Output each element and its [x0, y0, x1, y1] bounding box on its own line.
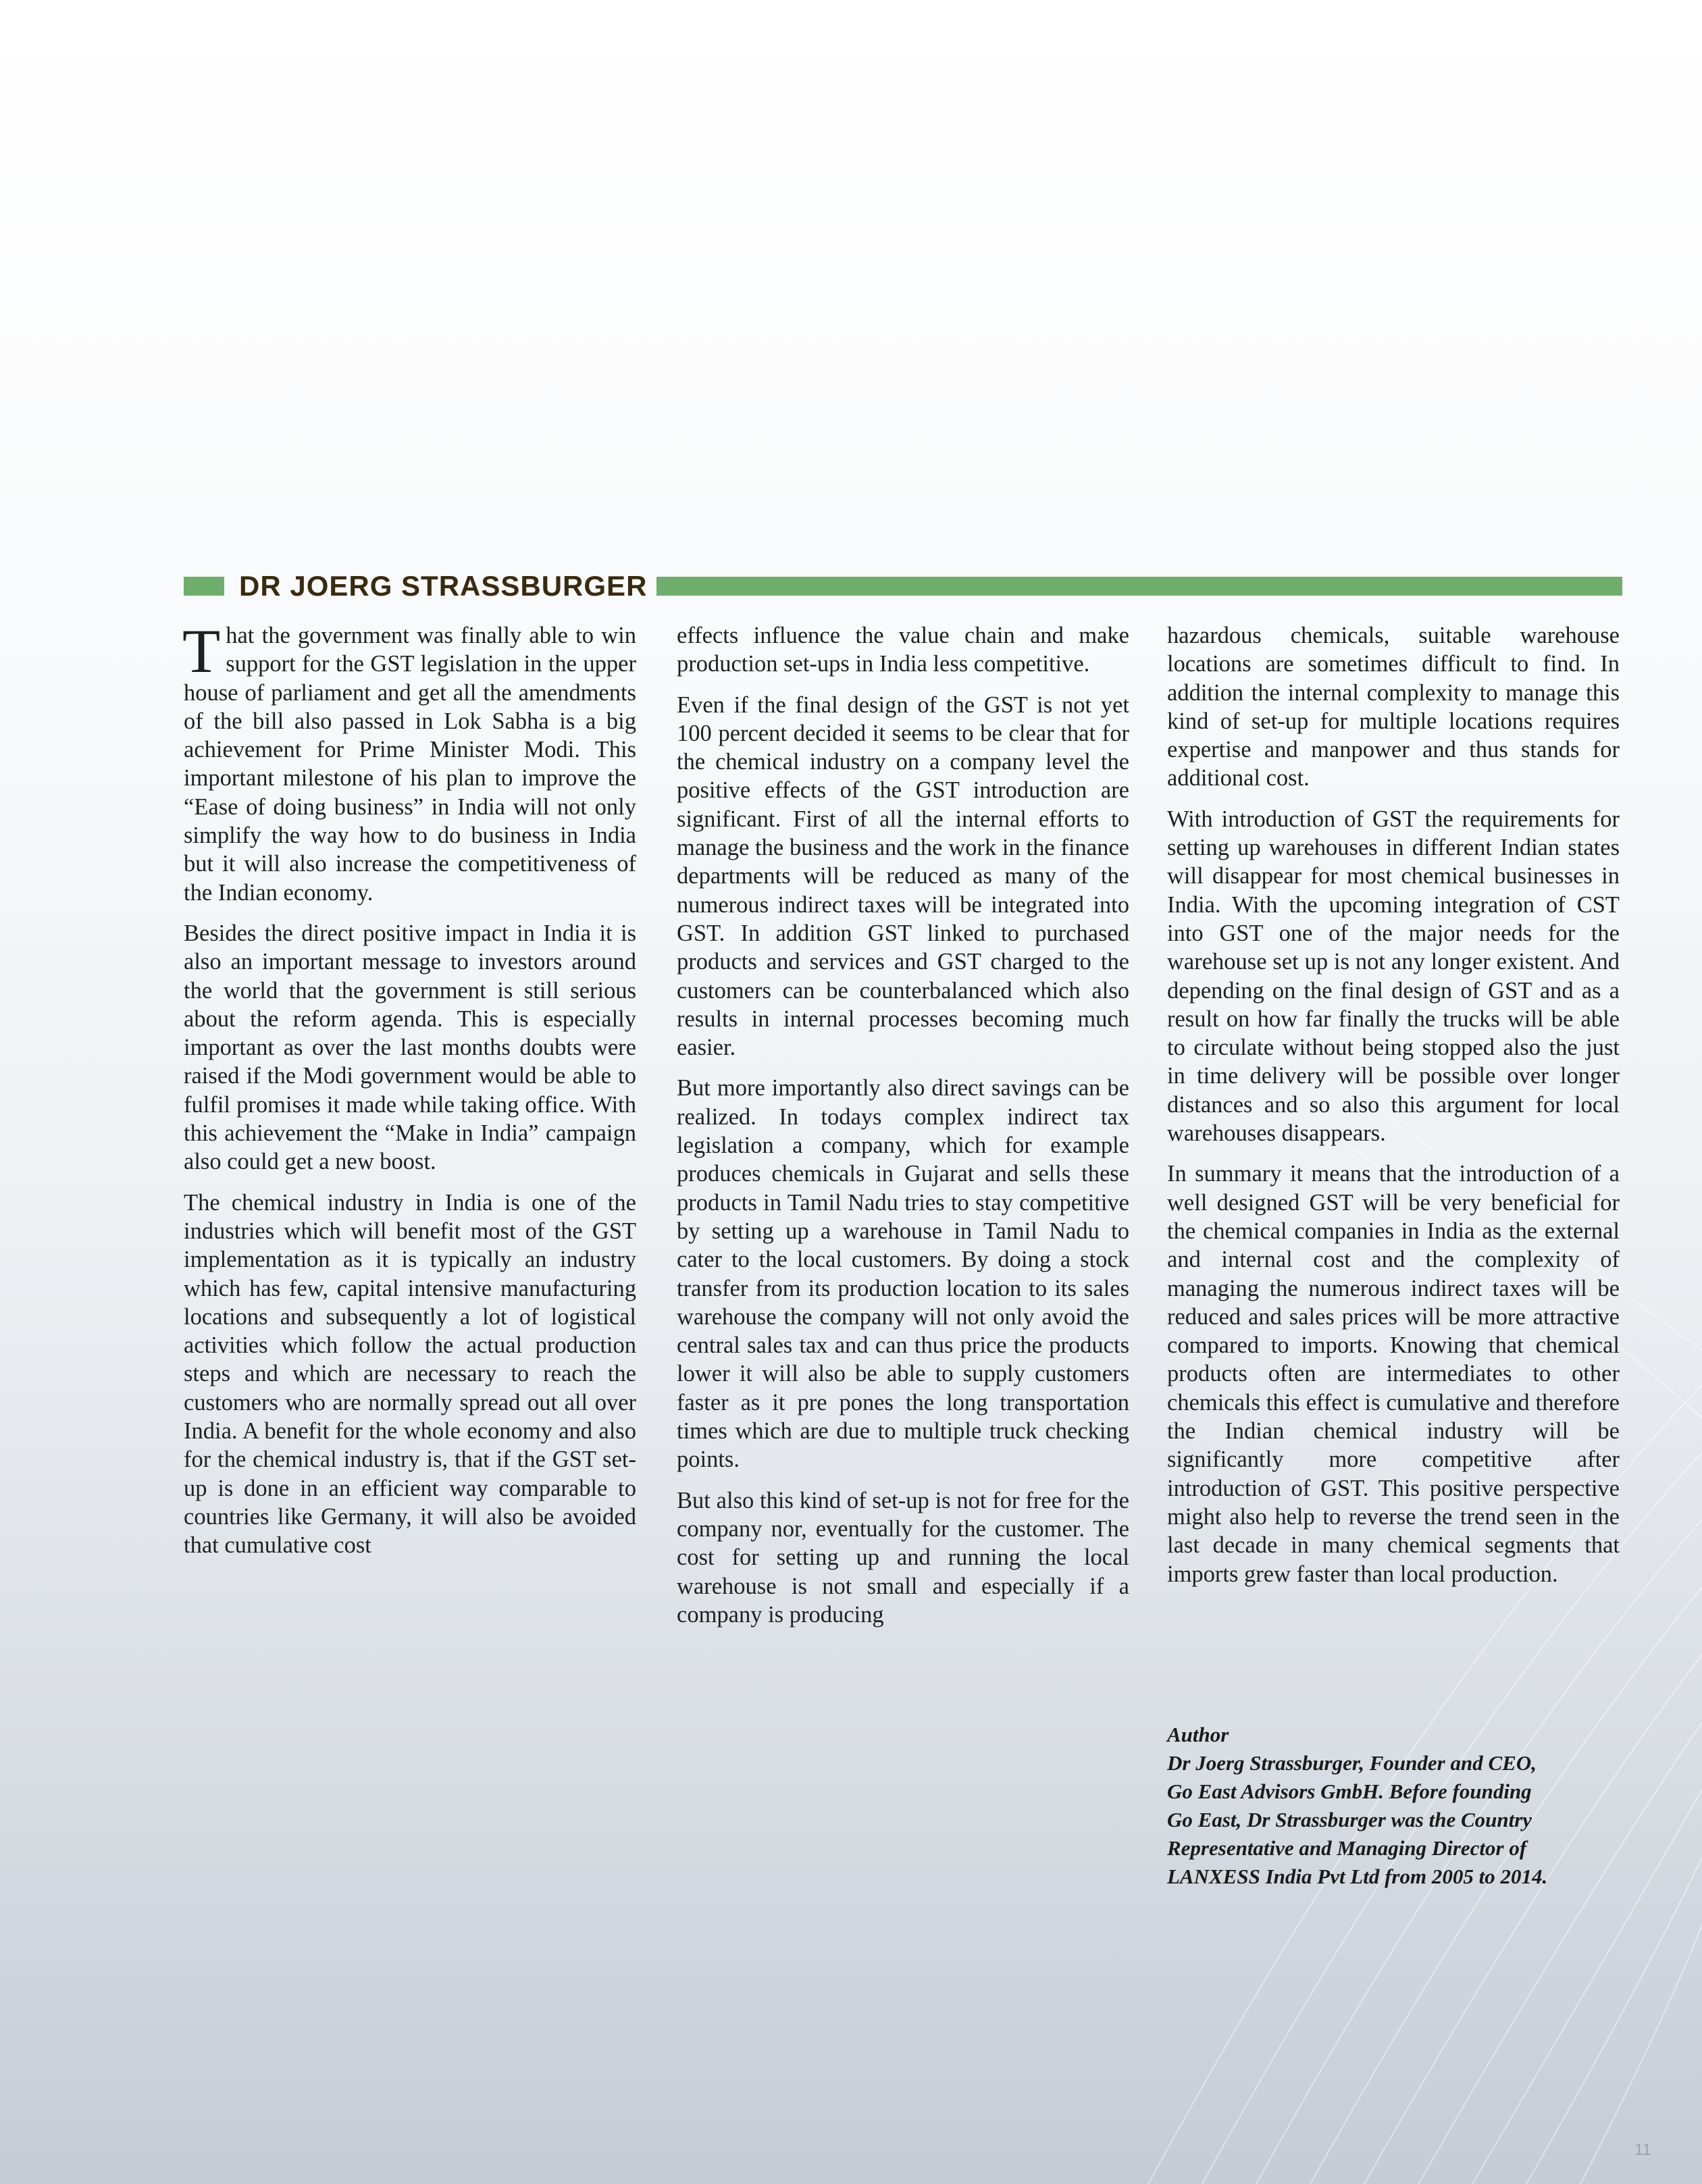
- paragraph: In summary it means that the introduction of a well designed GST will be very beneficial for the chemical companies in India as the external and internal cost and the complexity of managing the numerous indirect taxes will be reduced and sales prices will be more attractive compared to imports. Knowing that chemical products often are intermediates to other chemicals this effect is cumulative and therefore the Indian chemical industry will be significantly more competitive after introduction of GST. This positive perspective might also help to reverse the trend seen in the last decade in many chemical segments that imports grew faster than local production.: [1167, 1161, 1620, 1587]
- author-header: [184, 569, 1622, 604]
- author-bio-line: Representative and Managing Director of: [1167, 1836, 1527, 1860]
- paragraph-text: hat the government was finally able to win support for the GST legislation in the upper house of parliament and get all the amendments of the bill also passed in Lok Sabha is a big achievement for Prime Minister Modi. This important milestone of his plan to improve the “Ease of doing business” in India will not only simplify the way how to do business in India but it will also increase the competitiveness of the Indian economy.: [184, 623, 636, 906]
- paragraph: But more importantly also direct savings can be realized. In todays complex indirect tax legislation a company, which for example produces chemicals in Gujarat and sells these products in Tamil Nadu tries to stay competitive by setting up a warehouse in Tamil Nadu to cater to the local customers. By doing a stock transfer from its production location to its sales warehouse the company will not only avoid the central sales tax and can thus price the products lower it will also be able to supply customers faster as it pre pones the long transportation times which are due to multiple truck checking points.: [677, 1075, 1129, 1473]
- paragraph: effects influence the value chain and make production set-ups in India less competitive.: [677, 623, 1129, 677]
- paragraph: Even if the final design of the GST is not yet 100 percent decided it seems to be clear that for the chemical industry on a company level the positive effects of the GST introduction are significant. First of all the internal efforts to manage the business and the work in the finance departments will be reduced as many of the numerous indirect taxes will be integrated into GST. In addition GST linked to purchased products and services and GST charged to the customers can be counterbalanced which also results in internal processes becoming much easier.: [677, 692, 1129, 1061]
- author-bio-line: LANXESS India Pvt Ltd from 2005 to 2014.: [1167, 1865, 1548, 1888]
- header-bar-left: [184, 577, 224, 596]
- author-bio-line: Go East Advisors GmbH. Before founding: [1167, 1779, 1532, 1803]
- paragraph: With introduction of GST the requirements for setting up warehouses in different Indian states will disappear for most chemical businesses in India. With the upcoming integration of CST into GST one of the major needs for the warehouse set up is not any longer existent. And depending on the final design of GST and as a result on how far finally the trucks will be able to circulate without being stopped also the just in time delivery will be possible over longer distances and so also this argument for local warehouses disappears.: [1167, 806, 1620, 1147]
- drop-cap: T: [182, 617, 221, 685]
- paragraph: The chemical industry in India is one of the industries which will benefit most of the GST implementation as it is typically an industry which has few, capital intensive manufacturing locations and subsequently a lot of logistical activities which follow the actual production steps and which are necessary to reach the customers who are normally spread out all over India. A benefit for the whole economy and also for the chemical industry is, that if the GST set-up is done in an efficient way comparable to countries like Germany, it will also be avoided that cumulative cost: [184, 1189, 636, 1559]
- page-number: 11: [1634, 2141, 1651, 2159]
- article-column-2: [677, 621, 1129, 1641]
- author-bio-line: Dr Joerg Strassburger, Founder and CEO,: [1167, 1751, 1537, 1775]
- paragraph: But also this kind of set-up is not for free for the company nor, eventually for the customer. The cost for setting up and running the local warehouse is not small and especially if a company is producing: [677, 1487, 1129, 1628]
- paragraph: [182, 617, 636, 907]
- author-name-heading: DR JOERG STRASSBURGER: [239, 570, 648, 602]
- author-bio-line: Go East, Dr Strassburger was the Country: [1167, 1808, 1532, 1831]
- author-label: Author: [1167, 1723, 1229, 1746]
- article-column-3: [1167, 621, 1620, 1601]
- author-bio: [1167, 1721, 1626, 1891]
- paragraph: hazardous chemicals, suitable warehouse locations are sometimes difficult to find. In addition the internal complexity to manage this kind of set-up for multiple locations requires expertise and manpower and thus stands for additional cost.: [1167, 623, 1620, 791]
- article-column-1: [182, 617, 636, 1572]
- paragraph: Besides the direct positive impact in India it is also an important message to investors around the world that the government is still serious about the reform agenda. This is especially important as over the last months doubts were raised if the Modi government would be able to fulfil promises it made while taking office. With this achievement the “Make in India” campaign also could get a new boost.: [184, 920, 636, 1175]
- header-bar-right: [656, 577, 1622, 596]
